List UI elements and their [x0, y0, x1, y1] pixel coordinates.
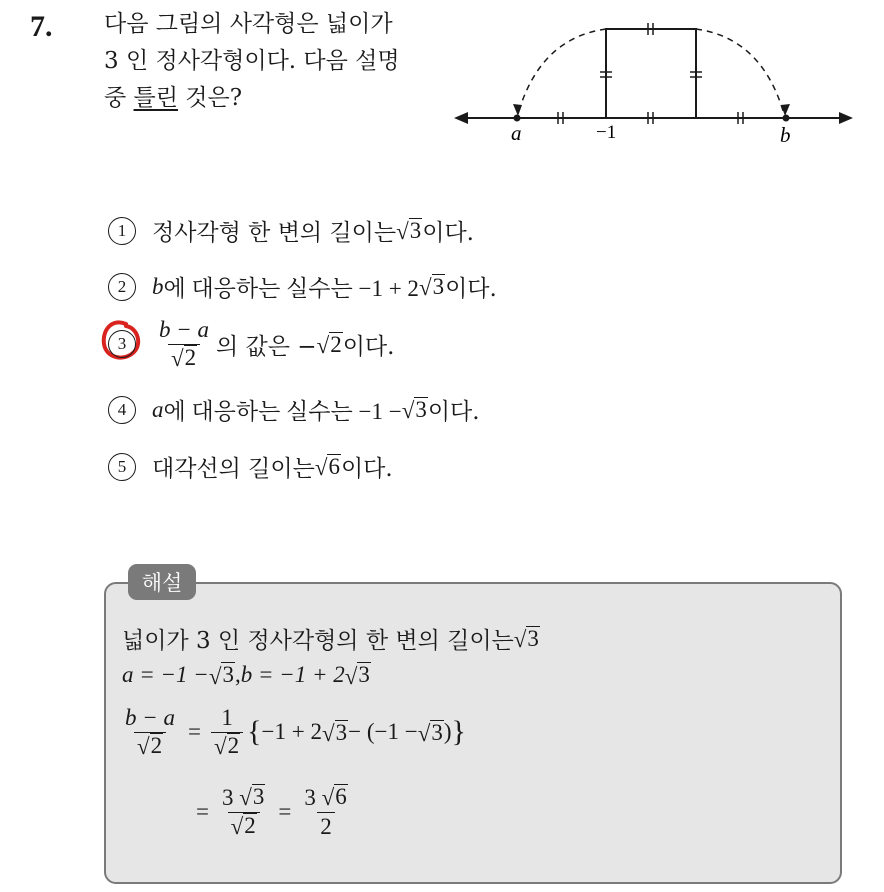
question-stem: [104, 6, 400, 117]
stem-line-3: 중 틀린 것은?: [104, 85, 243, 111]
left-arc-arrowhead: [513, 104, 522, 116]
sqrt: √ 3: [513, 625, 539, 653]
label-a: a: [511, 121, 522, 145]
solution-line-1: 넓이가 3 인 정사각형의 한 변의 길이는 √ 3: [122, 625, 539, 654]
underlined-word: 틀린: [133, 85, 178, 111]
option-2[interactable]: 2 b 에 대응하는 실수는 −1 + 2 √ 3 이다.: [108, 270, 497, 303]
solution-line-2: a = −1 − √ 3 , b = −1 + 2 √ 3: [122, 662, 370, 689]
option-3[interactable]: 3 b − a √ 2 의 값은 − √ 2 이다.: [108, 316, 394, 372]
option-5[interactable]: 5 대각선의 길이는 √ 6 이다.: [108, 450, 393, 483]
stem-line-2: 3 인 정사각형이다. 다음 설명: [104, 48, 400, 74]
solution-equation-2: = 3 √ 3 √ 2 = 3 √ 6 2: [196, 784, 347, 839]
sqrt: √ 3: [418, 273, 445, 301]
sqrt: √ 6: [314, 453, 340, 481]
sqrt: √ 2: [316, 331, 342, 358]
equal-length-marks: [558, 23, 743, 124]
question-number: 7.: [30, 10, 53, 43]
right-dashed-arc: [696, 29, 784, 114]
option-number: 2: [108, 273, 136, 301]
option-1[interactable]: 1 정사각형 한 변의 길이는 √ 3 이다.: [108, 214, 474, 247]
square: [606, 29, 696, 118]
option-number: 1: [108, 217, 136, 245]
solution-equation-1: b − a √ 2 = 1 √ 2 { −1 + 2 √ 3 − (−1 − √ 3 ) }: [125, 705, 466, 759]
option-number: 3: [108, 330, 136, 358]
left-dashed-arc: [518, 29, 606, 114]
option-4[interactable]: 4 a 에 대응하는 실수는 −1 − √ 3 이다.: [108, 393, 480, 426]
axis-right-arrow: [839, 112, 853, 124]
label-minus-one: −1: [596, 122, 617, 143]
label-b: b: [780, 123, 791, 147]
option-number: 5: [108, 453, 136, 481]
axis-left-arrow: [454, 112, 468, 124]
stem-line-1: 다음 그림의 사각형은 넓이가: [104, 11, 393, 37]
fraction: b − a √ 2: [159, 317, 210, 371]
sqrt: √ 3: [396, 217, 422, 245]
option-number: 4: [108, 396, 136, 424]
number-line-figure: [450, 18, 860, 153]
sqrt: √ 3: [401, 396, 427, 424]
point-b: [783, 115, 790, 122]
solution-tag: 해설: [128, 564, 196, 600]
